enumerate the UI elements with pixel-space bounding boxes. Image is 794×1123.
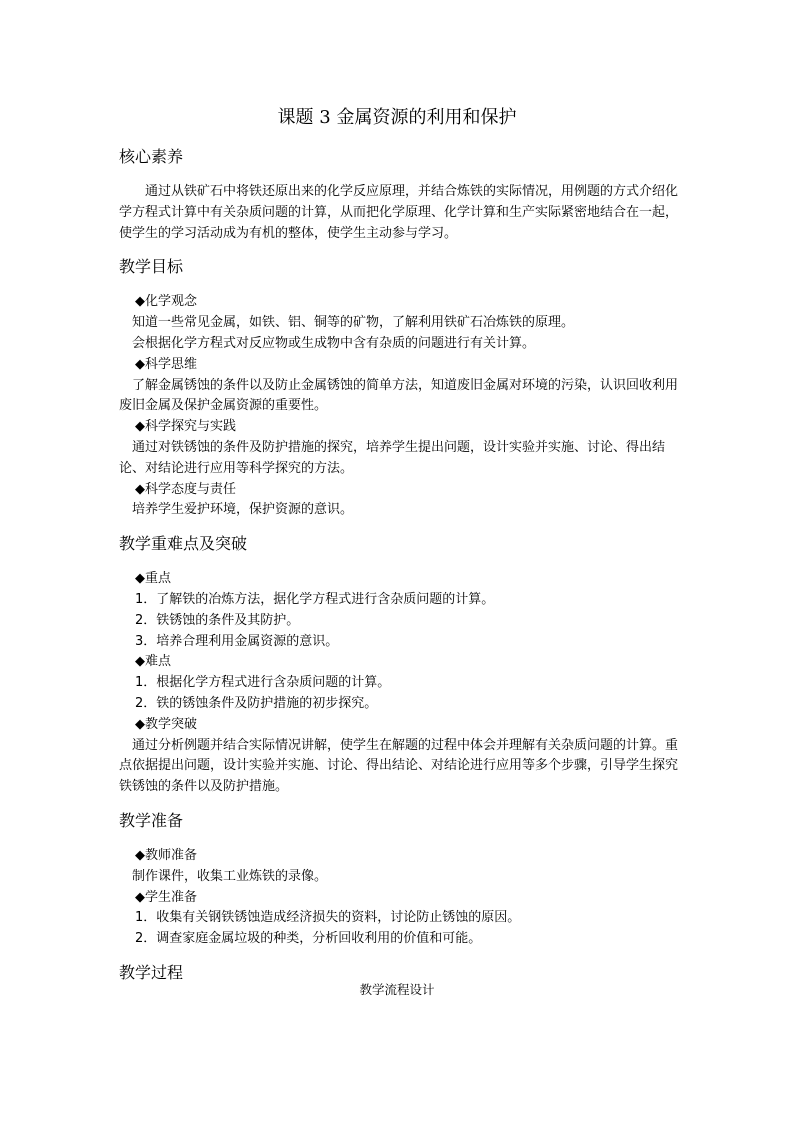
flow-design-caption: 教学流程设计 — [359, 982, 435, 997]
bullet-breakthrough: ◆教学突破 — [135, 716, 197, 732]
goals-text: 会根据化学方程式对反应物或生成物中含有杂质的问题进行有关计算。 — [132, 335, 536, 351]
list-item: 2．调查家庭金属垃圾的种类，分析回收利用的价值和可能。 — [135, 931, 482, 947]
bullet-key-points: ◆重点 — [135, 571, 171, 587]
section-heading-goals: 教学目标 — [119, 257, 184, 277]
bullet-teacher-prep: ◆教师准备 — [135, 847, 197, 863]
list-item: 3．培养合理利用金属资源的意识。 — [135, 633, 339, 649]
list-item: 2．铁锈蚀的条件及其防护。 — [135, 612, 300, 628]
bullet-student-prep: ◆学生准备 — [135, 889, 197, 905]
goals-text: 了解金属锈蚀的条件以及防止金属锈蚀的简单方法，知道废旧金属对环境的污染，认识回收利用废旧金属及保护金属资源的重要性。 — [119, 377, 679, 414]
bullet-science-inquiry: ◆科学探究与实践 — [135, 419, 236, 435]
bullet-science-attitude: ◆科学态度与责任 — [135, 481, 236, 497]
goals-text: 培养学生爱护环境，保护资源的意识。 — [132, 502, 354, 518]
goals-text: 知道一些常见金属，如铁、铝、铜等的矿物，了解利用铁矿石冶炼铁的原理。 — [132, 315, 575, 331]
prep-text: 制作课件，收集工业炼铁的录像。 — [132, 868, 328, 884]
list-item: 1．根据化学方程式进行含杂质问题的计算。 — [135, 675, 391, 691]
core-paragraph: 通过从铁矿石中将铁还原出来的化学反应原理，并结合炼铁的实际情况，用例题的方式介绍化学方程式计算中有关杂质问题的计算，从而把化学原理、化学计算和生产实际紧密地结合在一起，使学生的学习活动成为有机的整体，使学生主动参与学习。 — [119, 184, 679, 241]
section-heading-core: 核心素养 — [119, 147, 184, 166]
breakthrough-paragraph: 通过分析例题并结合实际情况讲解，使学生在解题的过程中体会并理解有关杂质问题的计算。重点依据提出问题，设计实验并实施、讨论、得出结论、对结论进行应用等多个步骤，引导学生探究铁锈蚀的条件以及防护措施。 — [119, 737, 679, 795]
bullet-science-thinking: ◆科学思维 — [135, 356, 197, 372]
goals-text: 通过对铁锈蚀的条件及防护措施的探究，培养学生提出问题，设计实验并实施、讨论、得出结论、对结论进行应用等科学探究的方法。 — [119, 439, 666, 476]
list-item: 2．铁的锈蚀条件及防护措施的初步探究。 — [135, 695, 378, 711]
section-heading-keypoints: 教学重难点及突破 — [119, 534, 248, 554]
section-heading-prep: 教学准备 — [119, 810, 184, 830]
list-item: 1．了解铁的冶炼方法，据化学方程式进行含杂质问题的计算。 — [135, 591, 495, 607]
bullet-difficulties: ◆难点 — [135, 654, 171, 670]
page-title: 课题 3 金属资源的利用和保护 — [277, 107, 517, 128]
list-item: 1．收集有关钢铁锈蚀造成经济损失的资料，讨论防止锈蚀的原因。 — [135, 910, 521, 926]
bullet-chemistry-concept: ◆化学观念 — [135, 294, 197, 310]
section-heading-process: 教学过程 — [119, 962, 184, 982]
document-body — [119, 144, 679, 994]
